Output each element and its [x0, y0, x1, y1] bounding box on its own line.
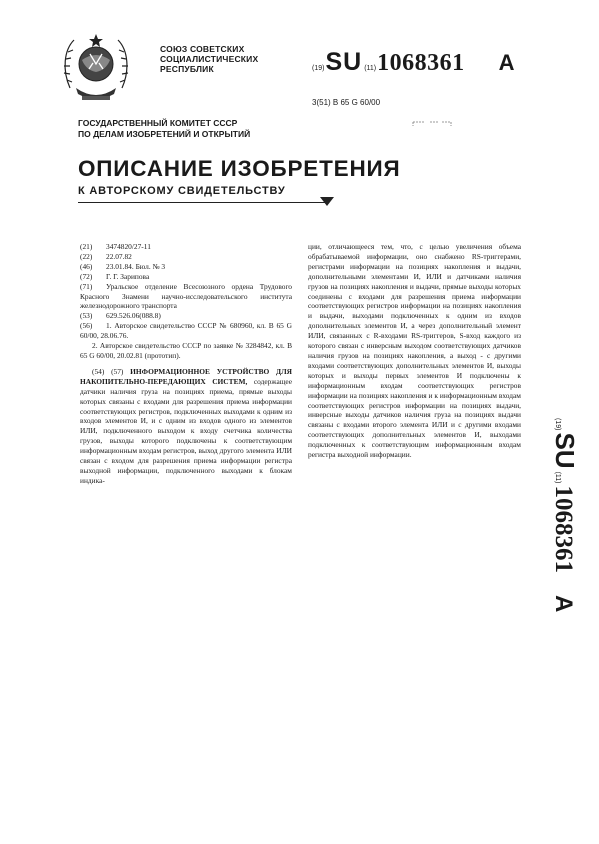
left-column — [80, 242, 292, 486]
org-line: СОЦИАЛИСТИЧЕСКИХ — [160, 54, 259, 64]
ussr-emblem-icon — [60, 30, 132, 108]
side-inid-code-19: (19) — [554, 418, 561, 431]
side-patent-identifier — [548, 418, 584, 658]
bib-entry: 2. Авторское свидетельство СССР по заявке № 3284842, кл. В 65 G 60/00, 20.02.81 (прототип). — [80, 341, 292, 360]
bib-entry: (56) 1. Авторское свидетельство СССР № 680960, кл. В 65 G 60/00, 28.06.76. — [80, 321, 292, 341]
side-kind-code: A — [550, 595, 577, 613]
org-line: СОЮЗ СОВЕТСКИХ — [160, 44, 245, 54]
title-underline — [78, 202, 326, 203]
side-patent-number: 1068361 — [550, 485, 577, 574]
bib-entry: (53) 629.526.06(088.8) — [80, 311, 161, 321]
committee-name — [78, 118, 250, 139]
document-title: ОПИСАНИЕ ИЗОБРЕТЕНИЯ — [78, 156, 401, 181]
underline-arrow-icon — [320, 197, 334, 206]
inid-code-11: (11) — [364, 65, 377, 72]
claim-text-right: ции, отличающееся тем, что, с целью увеличения объема обрабатываемой информации, оно снабжено RS-триггерами, регистрами информации на позициях накопления и выдачи, дополнительными элементами И, ИЛИ и датчиками наличия грузов на позициях накопления и выдачи, прямые выходы которых соединены с входами для разрешения приема информации соответствующих регистров информации на позициях накопления и выдачи, выходами подключенных к одним из входов дополнительных элементов И, а через дополнительный элемент ИЛИ, связанных с R-входами RS-триггеров, S-вход каждого из которого связан с инверсным выходом соответствующих датчиков наличия грузов на позициях накопления, а выход - с другими входами соответствующих дополнительных элементов И, выходы которых и выходы первых элементов И подключены к информационным входам соответствующих регистров информации на позициях накопления и к информационным входам соответствующих регистров информации на позициях выдачи, инверсные выходы датчиков наличия груза на позициях выдачи связаны с входами второго элемента ИЛИ и с другими входами соответствующих дополнительных элементов И, выходами подключенных к соответствующим информационным входам регистра выходной информации. — [308, 242, 521, 460]
bib-entry: (46) 23.01.84. Бюл. № 3 — [80, 261, 166, 271]
patent-number: 1068361 — [377, 50, 465, 76]
country-code: SU — [325, 48, 363, 76]
ipc-code-label: 3(51) — [312, 98, 331, 107]
bib-entry: (71) Уральское отделение Всесоюзного ордена Трудового Красного Знамени научно-исследовательского института железнодорожного транспорта — [80, 281, 292, 311]
kind-code: A — [498, 50, 515, 75]
document-subtitle: К АВТОРСКОМУ СВИДЕТЕЛЬСТВУ — [78, 185, 286, 197]
side-country-code: SU — [550, 432, 580, 469]
right-column — [308, 242, 521, 460]
side-inid-code-11: (11) — [554, 471, 561, 484]
bib-entry: (21) 3474820/27-11 — [80, 242, 151, 251]
claim-paragraph — [80, 367, 292, 486]
invention-title: ИНФОРМАЦИОННОЕ УСТРОЙСТВО ДЛЯ НАКОПИТЕЛЬНО-ПЕРЕДАЮЩИХ СИСТЕМ, — [80, 366, 292, 386]
issuing-authority — [160, 44, 258, 74]
bib-entry: (22) 22.07.82 — [80, 251, 132, 261]
claim-codes: (54) (57) — [92, 366, 124, 376]
ipc-classification — [312, 98, 380, 107]
committee-line: ПО ДЕЛАМ ИЗОБРЕТЕНИЙ И ОТКРЫТИЙ — [78, 128, 251, 139]
bib-entry: (72) Г. Г. Зарипова — [80, 271, 150, 281]
inid-code-19: (19) — [312, 65, 325, 72]
org-line: РЕСПУБЛИК — [160, 64, 214, 74]
claim-text-left: содержащее датчики наличия груза на позициях приема, прямые выходы которых связаны с входами для разрешения приема информации соответствующих регистров, подключенных выходами к одним из входов элементов И, и с одним из входов одного из элементов ИЛИ, подключенного выходом к входу счетчика количества грузов, выходы которого подключены к соответствующим информационным входам регистров, выход другого элемента ИЛИ связан с входом для разрешения приема информации регистра выходной информации, подключенного выходами к блокам индика- — [80, 376, 292, 485]
patent-identifier — [312, 48, 515, 78]
ipc-value: В 65 G 60/00 — [332, 98, 381, 107]
committee-line: ГОСУДАРСТВЕННЫЙ КОМИТЕТ СССР — [78, 118, 238, 128]
bibliography — [80, 242, 292, 361]
library-stamp-icon — [412, 120, 452, 136]
